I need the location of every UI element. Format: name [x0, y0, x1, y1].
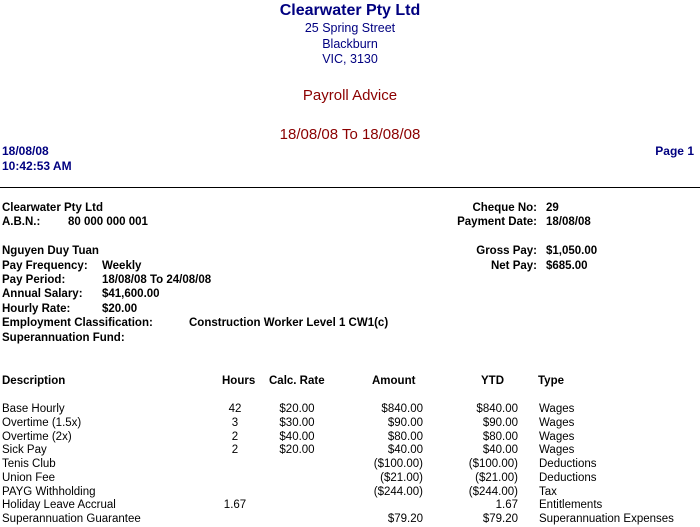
table-row: [0, 513, 700, 527]
print-time: 10:42:53 AM: [2, 159, 72, 173]
cell-amount: $40.00: [387, 444, 423, 457]
cell-amount: $90.00: [387, 416, 423, 429]
table-row: [0, 444, 700, 458]
cell-ytd: $80.00: [482, 430, 518, 443]
cell-amount: $80.00: [387, 430, 423, 443]
cell-type: Superannuation Expenses: [539, 513, 674, 525]
col-description-header: Description: [2, 375, 66, 387]
header-divider: [0, 187, 700, 188]
cell-amount: ($21.00): [380, 471, 423, 484]
cell-amount: ($100.00): [373, 458, 423, 470]
annual-salary-label: Annual Salary:: [2, 288, 83, 300]
pay-frequency-label: Pay Frequency:: [2, 260, 88, 272]
cell-type: Entitlements: [539, 499, 603, 512]
company-name: Clearwater Pty Ltd: [279, 2, 421, 19]
table-row: [0, 458, 700, 472]
cell-description: Superannuation Guarantee: [2, 513, 141, 525]
col-rate-header: Calc. Rate: [269, 375, 325, 387]
company-address-line2: Blackburn: [322, 37, 378, 51]
cell-ytd: $840.00: [476, 403, 518, 415]
classification-value: Construction Worker Level 1 CW1(c): [189, 317, 389, 329]
cell-description: Base Hourly: [2, 403, 65, 415]
col-amount-header: Amount: [372, 375, 416, 387]
cell-type: Tax: [539, 485, 557, 498]
cell-ytd: $40.00: [482, 444, 518, 457]
print-date: 18/08/08: [2, 144, 49, 158]
table-row: [0, 486, 700, 500]
cell-hours: 42: [228, 403, 242, 415]
pay-period-label: Pay Period:: [2, 274, 66, 286]
cell-hours: 3: [231, 416, 239, 429]
cell-hours: 2: [231, 444, 239, 457]
cell-description: Sick Pay: [2, 444, 47, 457]
net-pay-label: Net Pay:: [490, 260, 537, 272]
cell-amount: $79.20: [387, 513, 423, 525]
cell-rate: $30.00: [279, 416, 315, 429]
abn-value: 80 000 000 001: [68, 216, 148, 228]
table-row: [0, 417, 700, 431]
pay-period-value: 18/08/08 To 24/08/08: [102, 274, 212, 286]
employer-name: Clearwater Pty Ltd: [2, 202, 103, 214]
company-address-line1: 25 Spring Street: [304, 21, 396, 35]
cell-rate: $20.00: [279, 444, 315, 457]
table-row: [0, 431, 700, 445]
cell-hours: 1.67: [223, 499, 247, 512]
report-title: Payroll Advice: [302, 87, 398, 104]
pay-frequency-value: Weekly: [102, 260, 142, 272]
cell-description: Overtime (1.5x): [2, 416, 82, 429]
cell-description: Holiday Leave Accrual: [2, 499, 116, 512]
payment-date-label: Payment Date:: [457, 216, 537, 228]
classification-label: Employment Classification:: [2, 317, 153, 329]
cell-type: Wages: [539, 444, 575, 457]
cell-description: Overtime (2x): [2, 430, 72, 443]
cell-description: Tenis Club: [2, 458, 56, 470]
net-pay-value: $685.00: [546, 260, 588, 272]
cell-type: Wages: [539, 430, 575, 443]
super-fund-label: Superannuation Fund:: [2, 332, 125, 344]
employee-name: Nguyen Duy Tuan: [2, 245, 99, 257]
cell-ytd: $90.00: [482, 416, 518, 429]
cell-hours: 2: [231, 430, 239, 443]
cell-type: Deductions: [539, 458, 597, 470]
cheque-no-value: 29: [546, 202, 559, 214]
col-hours-header: Hours: [222, 375, 256, 387]
gross-pay-value: $1,050.00: [546, 245, 598, 257]
cell-description: PAYG Withholding: [2, 485, 96, 498]
cheque-no-label: Cheque No:: [472, 202, 537, 214]
cell-amount: ($244.00): [373, 485, 423, 498]
cell-type: Deductions: [539, 471, 597, 484]
table-row: [0, 472, 700, 486]
table-row: [0, 499, 700, 513]
cell-type: Wages: [539, 416, 575, 429]
gross-pay-label: Gross Pay:: [476, 245, 537, 257]
cell-ytd: 1.67: [495, 499, 518, 512]
col-type-header: Type: [538, 375, 564, 387]
company-address-line3: VIC, 3130: [322, 52, 378, 66]
cell-ytd: ($244.00): [468, 485, 518, 498]
report-period: 18/08/08 To 18/08/08: [279, 126, 421, 143]
cell-ytd: ($21.00): [475, 471, 518, 484]
abn-label: A.B.N.:: [2, 216, 41, 228]
payment-date-value: 18/08/08: [546, 216, 591, 228]
hourly-rate-label: Hourly Rate:: [2, 303, 71, 315]
page-number: Page 1: [655, 144, 694, 158]
cell-description: Union Fee: [2, 471, 56, 484]
annual-salary-value: $41,600.00: [102, 288, 160, 300]
cell-amount: $840.00: [381, 403, 423, 415]
table-header: [0, 375, 700, 389]
cell-rate: $40.00: [279, 430, 315, 443]
hourly-rate-value: $20.00: [102, 303, 138, 315]
cell-type: Wages: [539, 403, 575, 415]
cell-ytd: ($100.00): [468, 458, 518, 470]
cell-ytd: $79.20: [482, 513, 518, 525]
table-row: [0, 403, 700, 417]
col-ytd-header: YTD: [481, 375, 504, 387]
cell-rate: $20.00: [279, 403, 315, 415]
